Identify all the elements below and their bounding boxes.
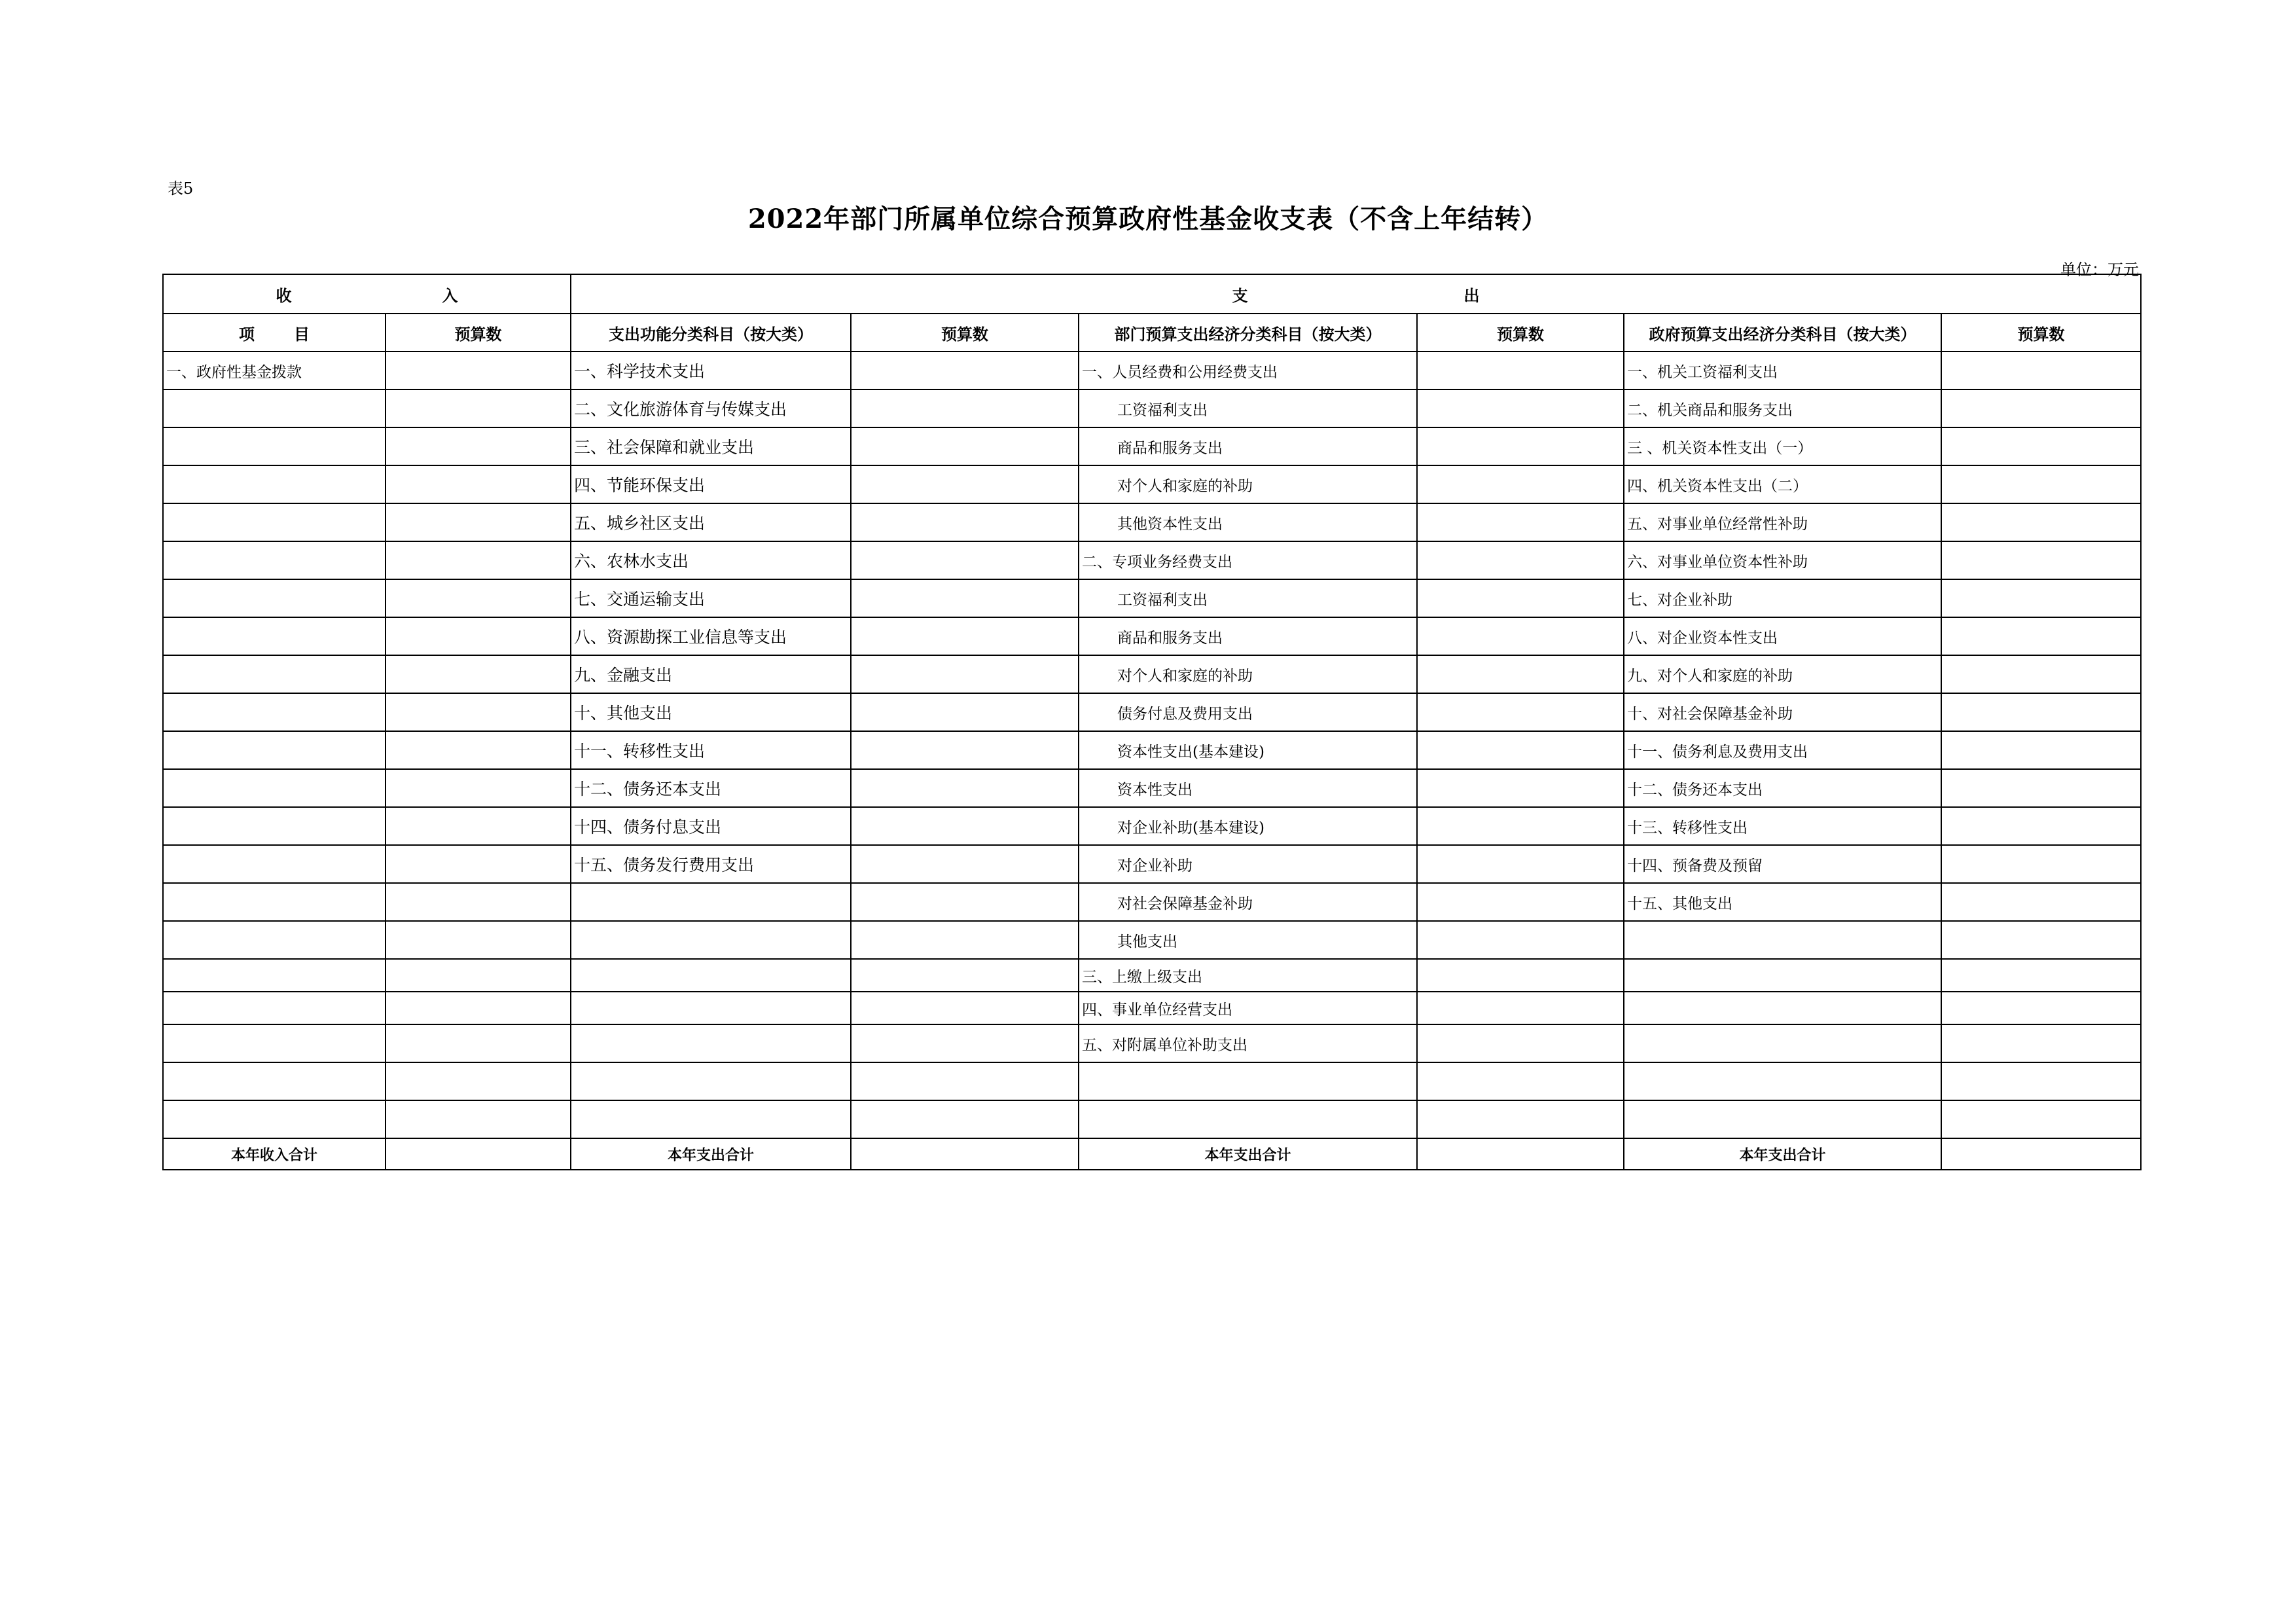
gov-item-cell: 一、机关工资福利支出 <box>1624 352 1941 389</box>
gov-item-cell: 十、对社会保障基金补助 <box>1624 693 1941 731</box>
income-budget-cell <box>386 352 571 389</box>
func-budget-cell <box>851 1100 1079 1138</box>
func-item-cell <box>571 1024 851 1062</box>
gov-budget-cell <box>1941 389 2141 427</box>
income-budget-cell <box>386 465 571 503</box>
dept-budget-cell <box>1417 503 1624 541</box>
col-dept: 部门预算支出经济分类科目（按大类） <box>1079 314 1417 352</box>
dept-budget-cell <box>1417 579 1624 617</box>
table-row <box>163 541 2141 579</box>
income-item-cell <box>163 541 386 579</box>
func-item-cell <box>571 992 851 1024</box>
func-item-cell: 二、文化旅游体育与传媒支出 <box>571 389 851 427</box>
income-budget-cell <box>386 617 571 655</box>
table-row <box>163 352 2141 389</box>
income-item-cell <box>163 1024 386 1062</box>
gov-item-cell <box>1624 1024 1941 1062</box>
income-item-cell <box>163 769 386 807</box>
table-row <box>163 807 2141 845</box>
table-number: 表5 <box>168 179 194 198</box>
dept-item-cell: 资本性支出(基本建设) <box>1079 731 1417 769</box>
func-item-cell: 三、社会保障和就业支出 <box>571 427 851 465</box>
income-item-cell <box>163 992 386 1024</box>
gov-budget-cell <box>1941 883 2141 921</box>
table-row <box>163 655 2141 693</box>
dept-budget-cell <box>1417 845 1624 883</box>
income-total-label: 本年收入合计 <box>163 1138 386 1170</box>
income-item-cell <box>163 845 386 883</box>
dept-budget-cell <box>1417 921 1624 959</box>
income-header: 收 入 <box>163 274 571 314</box>
table-row <box>163 693 2141 731</box>
income-budget-cell <box>386 883 571 921</box>
func-budget-cell <box>851 579 1079 617</box>
income-item-cell <box>163 655 386 693</box>
dept-item-cell: 对社会保障基金补助 <box>1079 883 1417 921</box>
gov-budget-cell <box>1941 1100 2141 1138</box>
func-item-cell: 十二、债务还本支出 <box>571 769 851 807</box>
func-budget-cell <box>851 992 1079 1024</box>
col-budget-income: 预算数 <box>386 314 571 352</box>
dept-budget-cell <box>1417 883 1624 921</box>
dept-item-cell: 对个人和家庭的补助 <box>1079 465 1417 503</box>
gov-budget-cell <box>1941 769 2141 807</box>
page-title: 2022年部门所属单位综合预算政府性基金收支表（不含上年结转） <box>747 204 1549 234</box>
income-item-cell <box>163 389 386 427</box>
table-row <box>163 503 2141 541</box>
func-budget-cell <box>851 807 1079 845</box>
income-item-cell <box>163 503 386 541</box>
income-budget-cell <box>386 992 571 1024</box>
dept-budget-cell <box>1417 1062 1624 1100</box>
gov-budget-cell <box>1941 503 2141 541</box>
dept-budget-cell <box>1417 389 1624 427</box>
dept-budget-cell <box>1417 655 1624 693</box>
func-item-cell: 七、交通运输支出 <box>571 579 851 617</box>
func-budget-cell <box>851 731 1079 769</box>
gov-item-cell: 四、机关资本性支出（二） <box>1624 465 1941 503</box>
table-row <box>163 921 2141 959</box>
func-budget-cell <box>851 921 1079 959</box>
gov-budget-cell <box>1941 541 2141 579</box>
gov-budget-cell <box>1941 427 2141 465</box>
func-budget-cell <box>851 1062 1079 1100</box>
dept-item-cell: 五、对附属单位补助支出 <box>1079 1024 1417 1062</box>
gov-item-cell: 十五、其他支出 <box>1624 883 1941 921</box>
income-budget-cell <box>386 921 571 959</box>
gov-budget-cell <box>1941 617 2141 655</box>
dept-item-cell: 三、上缴上级支出 <box>1079 959 1417 992</box>
income-budget-cell <box>386 959 571 992</box>
func-budget-cell <box>851 655 1079 693</box>
func-item-cell <box>571 1100 851 1138</box>
func-total-label: 本年支出合计 <box>571 1138 851 1170</box>
col-func: 支出功能分类科目（按大类） <box>571 314 851 352</box>
dept-budget-cell <box>1417 541 1624 579</box>
func-item-cell <box>571 883 851 921</box>
income-budget-cell <box>386 427 571 465</box>
dept-item-cell: 债务付息及费用支出 <box>1079 693 1417 731</box>
income-item-cell <box>163 921 386 959</box>
func-item-cell <box>571 921 851 959</box>
income-budget-cell <box>386 845 571 883</box>
gov-budget-cell <box>1941 992 2141 1024</box>
func-budget-cell <box>851 352 1079 389</box>
income-item-cell <box>163 959 386 992</box>
income-item-cell <box>163 617 386 655</box>
dept-item-cell: 二、专项业务经费支出 <box>1079 541 1417 579</box>
gov-budget-cell <box>1941 693 2141 731</box>
income-budget-cell <box>386 389 571 427</box>
col-item: 项 目 <box>163 314 386 352</box>
table-row <box>163 617 2141 655</box>
dept-item-cell: 工资福利支出 <box>1079 389 1417 427</box>
func-item-cell: 一、科学技术支出 <box>571 352 851 389</box>
dept-item-cell: 商品和服务支出 <box>1079 427 1417 465</box>
income-budget-cell <box>386 655 571 693</box>
func-budget-cell <box>851 465 1079 503</box>
dept-budget-cell <box>1417 731 1624 769</box>
func-budget-cell <box>851 693 1079 731</box>
func-item-cell: 十五、债务发行费用支出 <box>571 845 851 883</box>
income-item-cell <box>163 427 386 465</box>
table-row <box>163 845 2141 883</box>
func-budget-cell <box>851 883 1079 921</box>
income-item-cell <box>163 693 386 731</box>
func-budget-cell <box>851 769 1079 807</box>
income-budget-cell <box>386 1062 571 1100</box>
func-item-cell: 八、资源勘探工业信息等支出 <box>571 617 851 655</box>
dept-budget-cell <box>1417 807 1624 845</box>
dept-item-cell <box>1079 1062 1417 1100</box>
dept-budget-cell <box>1417 693 1624 731</box>
dept-budget-cell <box>1417 427 1624 465</box>
col-budget-dept: 预算数 <box>1417 314 1624 352</box>
income-budget-cell <box>386 731 571 769</box>
dept-item-cell: 商品和服务支出 <box>1079 617 1417 655</box>
gov-item-cell: 八、对企业资本性支出 <box>1624 617 1941 655</box>
table-row <box>163 1024 2141 1062</box>
income-budget-cell <box>386 503 571 541</box>
dept-item-cell: 对企业补助(基本建设) <box>1079 807 1417 845</box>
income-budget-cell <box>386 541 571 579</box>
income-item-cell <box>163 1100 386 1138</box>
gov-item-cell <box>1624 921 1941 959</box>
gov-item-cell: 五、对事业单位经常性补助 <box>1624 503 1941 541</box>
income-item-cell <box>163 807 386 845</box>
func-item-cell <box>571 1062 851 1100</box>
func-item-cell: 六、农林水支出 <box>571 541 851 579</box>
dept-budget-cell <box>1417 1024 1624 1062</box>
func-budget-cell <box>851 541 1079 579</box>
gov-total-label: 本年支出合计 <box>1624 1138 1941 1170</box>
dept-budget-cell <box>1417 465 1624 503</box>
func-item-cell: 九、金融支出 <box>571 655 851 693</box>
table-row <box>163 1062 2141 1100</box>
income-budget-cell <box>386 769 571 807</box>
col-budget-gov: 预算数 <box>1941 314 2141 352</box>
gov-budget-cell <box>1941 465 2141 503</box>
gov-budget-cell <box>1941 921 2141 959</box>
gov-budget-cell <box>1941 579 2141 617</box>
func-item-cell: 十四、债务付息支出 <box>571 807 851 845</box>
gov-item-cell <box>1624 992 1941 1024</box>
income-budget-cell <box>386 1100 571 1138</box>
gov-budget-cell <box>1941 352 2141 389</box>
func-budget-cell <box>851 959 1079 992</box>
gov-item-cell: 十三、转移性支出 <box>1624 807 1941 845</box>
func-item-cell: 十、其他支出 <box>571 693 851 731</box>
gov-item-cell: 七、对企业补助 <box>1624 579 1941 617</box>
dept-item-cell: 对个人和家庭的补助 <box>1079 655 1417 693</box>
table-row <box>163 389 2141 427</box>
gov-item-cell <box>1624 959 1941 992</box>
budget-table <box>162 274 2142 1170</box>
column-header-row <box>163 314 2141 352</box>
income-budget-cell <box>386 807 571 845</box>
gov-budget-cell <box>1941 655 2141 693</box>
dept-item-cell: 其他支出 <box>1079 921 1417 959</box>
func-item-cell <box>571 959 851 992</box>
func-item-cell: 十一、转移性支出 <box>571 731 851 769</box>
dept-item-cell: 资本性支出 <box>1079 769 1417 807</box>
func-item-cell: 五、城乡社区支出 <box>571 503 851 541</box>
table-body <box>163 352 2141 1138</box>
dept-item-cell: 一、人员经费和公用经费支出 <box>1079 352 1417 389</box>
gov-item-cell: 十一、债务利息及费用支出 <box>1624 731 1941 769</box>
gov-budget-cell <box>1941 1024 2141 1062</box>
dept-total-value <box>1417 1138 1624 1170</box>
gov-item-cell: 二、机关商品和服务支出 <box>1624 389 1941 427</box>
func-total-value <box>851 1138 1079 1170</box>
dept-budget-cell <box>1417 352 1624 389</box>
gov-budget-cell <box>1941 807 2141 845</box>
income-item-cell: 一、政府性基金拨款 <box>163 352 386 389</box>
income-item-cell <box>163 731 386 769</box>
table-row <box>163 1100 2141 1138</box>
unit-label: 单位：万元 <box>2060 261 2139 279</box>
dept-item-cell: 工资福利支出 <box>1079 579 1417 617</box>
dept-budget-cell <box>1417 959 1624 992</box>
gov-item-cell: 十四、预备费及预留 <box>1624 845 1941 883</box>
dept-total-label: 本年支出合计 <box>1079 1138 1417 1170</box>
func-budget-cell <box>851 617 1079 655</box>
dept-item-cell <box>1079 1100 1417 1138</box>
gov-budget-cell <box>1941 1062 2141 1100</box>
func-budget-cell <box>851 845 1079 883</box>
table-row <box>163 959 2141 992</box>
gov-item-cell: 六、对事业单位资本性补助 <box>1624 541 1941 579</box>
income-item-cell <box>163 1062 386 1100</box>
gov-budget-cell <box>1941 845 2141 883</box>
gov-budget-cell <box>1941 731 2141 769</box>
table-row <box>163 465 2141 503</box>
gov-item-cell: 三 、机关资本性支出（一） <box>1624 427 1941 465</box>
dept-item-cell: 四、事业单位经营支出 <box>1079 992 1417 1024</box>
total-row <box>163 1138 2141 1170</box>
gov-item-cell: 十二、债务还本支出 <box>1624 769 1941 807</box>
table-row <box>163 883 2141 921</box>
table-row <box>163 427 2141 465</box>
dept-item-cell: 对企业补助 <box>1079 845 1417 883</box>
income-item-cell <box>163 465 386 503</box>
gov-total-value <box>1941 1138 2141 1170</box>
func-budget-cell <box>851 503 1079 541</box>
table-row <box>163 992 2141 1024</box>
func-budget-cell <box>851 427 1079 465</box>
income-budget-cell <box>386 1024 571 1062</box>
func-budget-cell <box>851 389 1079 427</box>
dept-budget-cell <box>1417 992 1624 1024</box>
income-budget-cell <box>386 579 571 617</box>
dept-item-cell: 其他资本性支出 <box>1079 503 1417 541</box>
income-total-value <box>386 1138 571 1170</box>
table-row <box>163 579 2141 617</box>
dept-budget-cell <box>1417 617 1624 655</box>
income-item-cell <box>163 579 386 617</box>
dept-budget-cell <box>1417 769 1624 807</box>
gov-item-cell <box>1624 1062 1941 1100</box>
gov-budget-cell <box>1941 959 2141 992</box>
col-budget-func: 预算数 <box>851 314 1079 352</box>
table-row <box>163 731 2141 769</box>
func-item-cell: 四、节能环保支出 <box>571 465 851 503</box>
gov-item-cell <box>1624 1100 1941 1138</box>
dept-budget-cell <box>1417 1100 1624 1138</box>
income-budget-cell <box>386 693 571 731</box>
expense-header: 支 出 <box>571 274 2141 314</box>
col-gov: 政府预算支出经济分类科目（按大类） <box>1624 314 1941 352</box>
income-item-cell <box>163 883 386 921</box>
top-header-row <box>163 274 2141 314</box>
func-budget-cell <box>851 1024 1079 1062</box>
table-row <box>163 769 2141 807</box>
gov-item-cell: 九、对个人和家庭的补助 <box>1624 655 1941 693</box>
